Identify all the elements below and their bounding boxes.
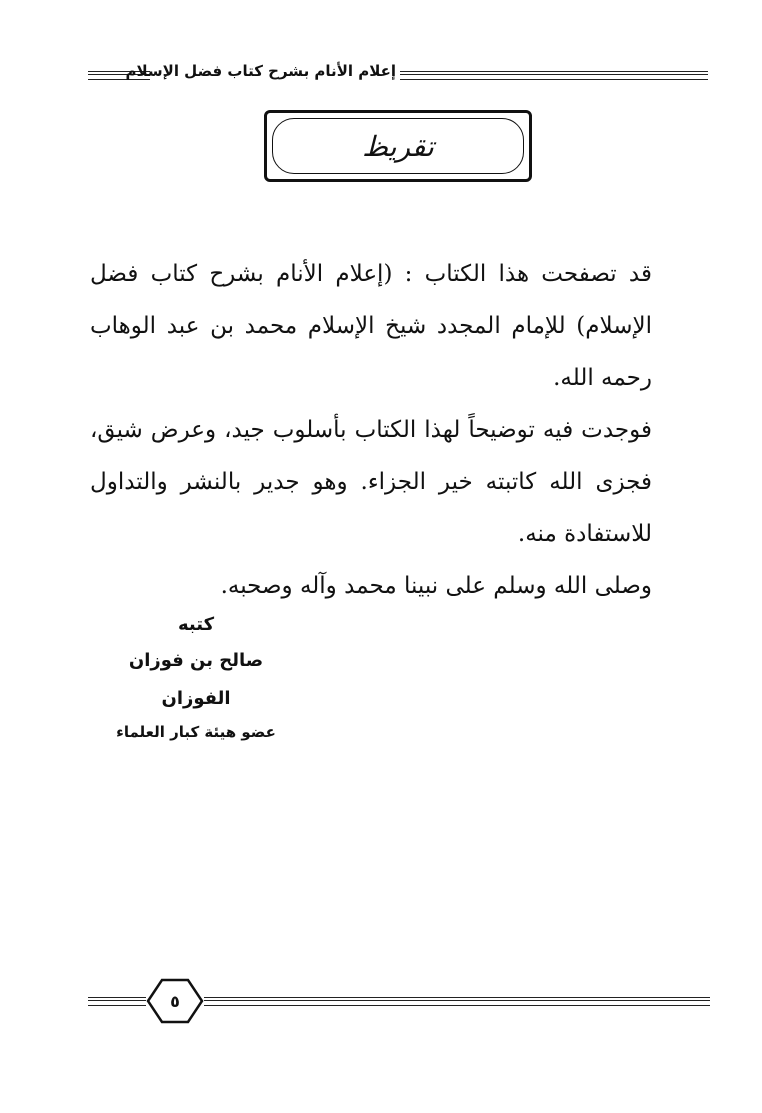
title-frame — [264, 110, 532, 182]
title-frame-inner — [272, 118, 524, 174]
signature-block — [96, 608, 296, 746]
signature-position: عضو هيئة كبار العلماء — [116, 723, 276, 741]
paragraph-3: وصلى الله وسلم على نبينا محمد وآله وصحبه. — [220, 573, 652, 599]
paragraph-1: قد تصفحت هذا الكتاب : (إعلام الأنام بشرح كتاب فضل الإسلام) للإمام المجدد شيخ الإسلام محمد بن عبد الوهاب رحمه الله. — [90, 261, 652, 391]
page-number: ٥ — [170, 991, 180, 1011]
running-title: إعلام الأنام بشرح كتاب فضل الإسلام — [125, 62, 396, 80]
footer-rule-left — [88, 997, 146, 1006]
signature-name: صالح بن فوزان الفوزان — [128, 650, 264, 709]
body-text — [90, 248, 704, 612]
page-title: تقريظ — [362, 129, 434, 163]
paragraph-2: فوجدت فيه توضيحاً لهذا الكتاب بأسلوب جيد، وعرض شيق، فجزى الله كاتبته خير الجزاء. وهو جدير بالنشر والتداول للاستفادة منه. — [90, 417, 652, 547]
footer-rule-right — [204, 997, 710, 1006]
page-footer — [88, 978, 710, 1024]
header-rule-right — [400, 71, 708, 80]
running-header — [88, 62, 708, 86]
signature-wrote: كتبه — [177, 614, 215, 635]
